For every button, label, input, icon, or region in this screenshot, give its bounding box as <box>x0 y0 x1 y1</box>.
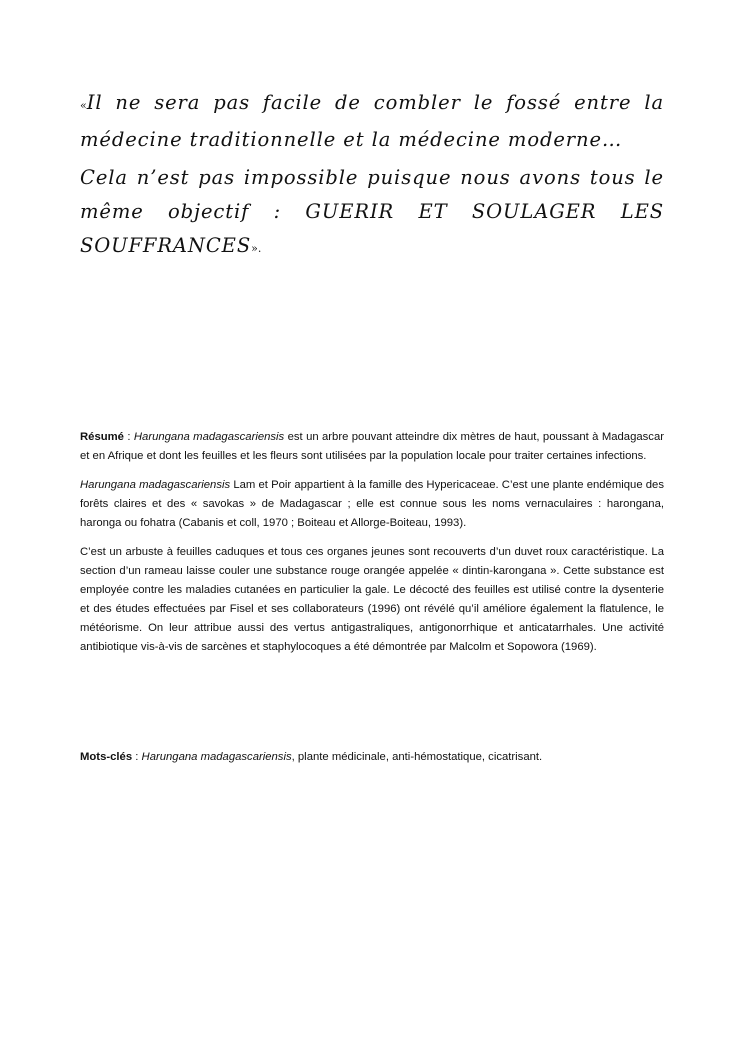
quote-line-2: Cela n’est pas impossible puisque nous avons tous le même objectif : GUERIR ET SOULAGER LES SOUFFRANCES <box>80 166 664 257</box>
epigraph-quote <box>80 86 664 270</box>
keywords-line <box>80 748 664 767</box>
quote-paragraph-2 <box>80 161 664 266</box>
description-text: C’est un arbuste à feuilles caduques et tous ces organes jeunes sont recouverts d’un duvet roux caractéristique. La section d’un rameau laisse couler une substance rouge orangée appelée « dintin-karongana ». Cette substance est employée contre les maladies cutanées en particulier la gale. Le décocté des feuilles est utilisé contre la dysenterie et des études effectuées par Fisel et ses collaborateurs (1996) ont révélé qu’il améliore également la flatulence, le météorisme. On leur attribue aussi des vertus antigastraliques, antigonorrhique et anticatarrhales. Une activité antibiotique vis-à-vis de sarcènes et staphylocoques a été démontrée par Malcolm et Sopowora (1969). <box>80 546 664 653</box>
taxonomy-species: Harungana madagascariensis <box>80 479 231 491</box>
quote-open-mark: « <box>80 99 87 112</box>
resume-text: est un arbre pouvant atteindre dix mètres de haut, poussant à Madagascar et en Afrique et dont les feuilles et les fleurs sont utilisées par la population locale pour traiter certaines infections. <box>80 431 664 462</box>
resume-label: Résumé <box>80 431 124 443</box>
quote-paragraph-1 <box>80 86 664 157</box>
resume-separator: : <box>123 431 134 443</box>
keywords-text: , plante médicinale, anti-hémostatique, cicatrisant. <box>291 751 543 763</box>
taxonomy-paragraph <box>80 476 664 533</box>
keywords-separator: : <box>132 751 142 763</box>
quote-line-1: Il ne sera pas facile de combler le fossé entre la médecine traditionnelle et la médecine moderne… <box>80 91 664 151</box>
abstract-body <box>80 428 664 667</box>
description-paragraph <box>80 543 664 657</box>
keywords-label: Mots-clés <box>80 751 133 763</box>
quote-close-mark: ». <box>251 242 262 255</box>
keywords-species: Harungana madagascariensis <box>141 751 292 763</box>
resume-species: Harungana madagascariensis <box>133 431 285 443</box>
resume-paragraph <box>80 428 664 466</box>
taxonomy-text: Lam et Poir appartient à la famille des Hypericaceae. C’est une plante endémique des forêts claires et des « savokas » de Madagascar ; elle est connue sous les noms vernaculaires : harongana, haronga ou fohatra (Cabanis et coll, 1970 ; Boiteau et Allorge-Boiteau, 1993). <box>80 479 664 529</box>
